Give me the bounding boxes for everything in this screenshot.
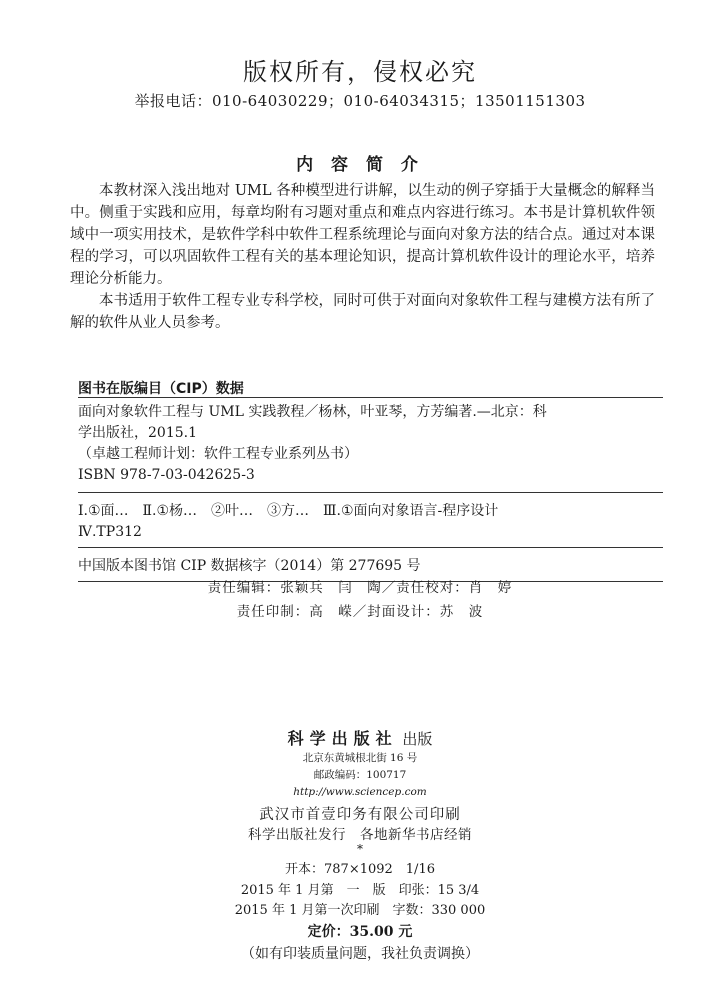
separator-star: *	[357, 842, 363, 856]
cip-isbn: ISBN 978-7-03-042625-3	[78, 467, 255, 483]
summary-paragraph-1: 本教材深入浅出地对 UML 各种模型进行讲解，以生动的例子穿插于大量概念的解释当中。侧重于实践和应用，每章均附有习题对重点和难点内容进行练习。本书是计算机软件领域中一项实用技术，是软件学科中软件工程系统理论与面向对象方法的结合点。通过对本课程的学习，可以巩固软件工程有关的基本理论知识，提高计算机软件设计的理论水平，培养理论分析能力。	[70, 183, 655, 287]
editors-line-2: 责任印制：高 嵘／封面设计：苏 波	[236, 604, 484, 620]
summary-heading: 内 容 简 介	[296, 155, 424, 175]
cip-divider-2	[78, 547, 663, 556]
summary-body	[70, 180, 655, 334]
cip-subjects-2: Ⅳ.TP312	[78, 524, 142, 540]
publisher-name: 科学出版社	[287, 729, 398, 748]
publisher-address: 北京东黄城根北街 16 号	[302, 752, 418, 764]
report-phone: 举报电话：010-64030229；010-64034315；13501151303	[134, 92, 586, 110]
cip-subjects-1: Ⅰ.①面… Ⅱ.①杨… ②叶… ③方… Ⅲ.①面向对象语言-程序设计	[78, 503, 499, 519]
cip-title-line-2: 学出版社，2015.1	[78, 425, 197, 441]
publisher-postcode: 邮政编码：100717	[313, 769, 407, 781]
editors-credits	[0, 576, 720, 624]
book-format: 开本：787×1092 1/16	[285, 862, 435, 877]
publisher-suffix: 出版	[402, 730, 433, 748]
printer: 武汉市首壹印务有限公司印刷	[259, 807, 461, 823]
publisher-url: http://www.sciencep.com	[293, 786, 427, 798]
cip-heading: 图书在版编目（CIP）数据	[78, 381, 244, 397]
cip-data-block	[78, 397, 663, 582]
book-edition: 2015 年 1 月第 一 版 印张：15 3/4	[240, 883, 480, 898]
copyright-title: 版权所有，侵权必究	[243, 58, 477, 86]
distribution: 科学出版社发行 各地新华书店经销	[248, 827, 472, 843]
summary-paragraph-2: 本书适用于软件工程专业专科学校，同时可供于对面向对象软件工程与建模方法有所了解的软件从业人员参考。	[70, 293, 655, 331]
cip-divider	[78, 492, 663, 501]
quality-notice: （如有印装质量问题，我社负责调换）	[241, 946, 479, 962]
book-printing: 2015 年 1 月第一次印刷 字数：330 000	[234, 903, 486, 918]
cip-record: 中国版本图书馆 CIP 数据核字（2014）第 277695 号	[78, 558, 421, 574]
book-price: 定价：35.00 元	[307, 924, 413, 940]
cip-title-line-1: 面向对象软件工程与 UML 实践教程／杨林，叶亚琴，方芳编著.—北京：科	[78, 404, 547, 420]
publisher-line	[0, 726, 720, 749]
cip-series: （卓越工程师计划：软件工程专业系列丛书）	[78, 446, 358, 462]
editors-line-1: 责任编辑：张颖兵 闫 陶／责任校对：肖 婷	[207, 580, 513, 596]
